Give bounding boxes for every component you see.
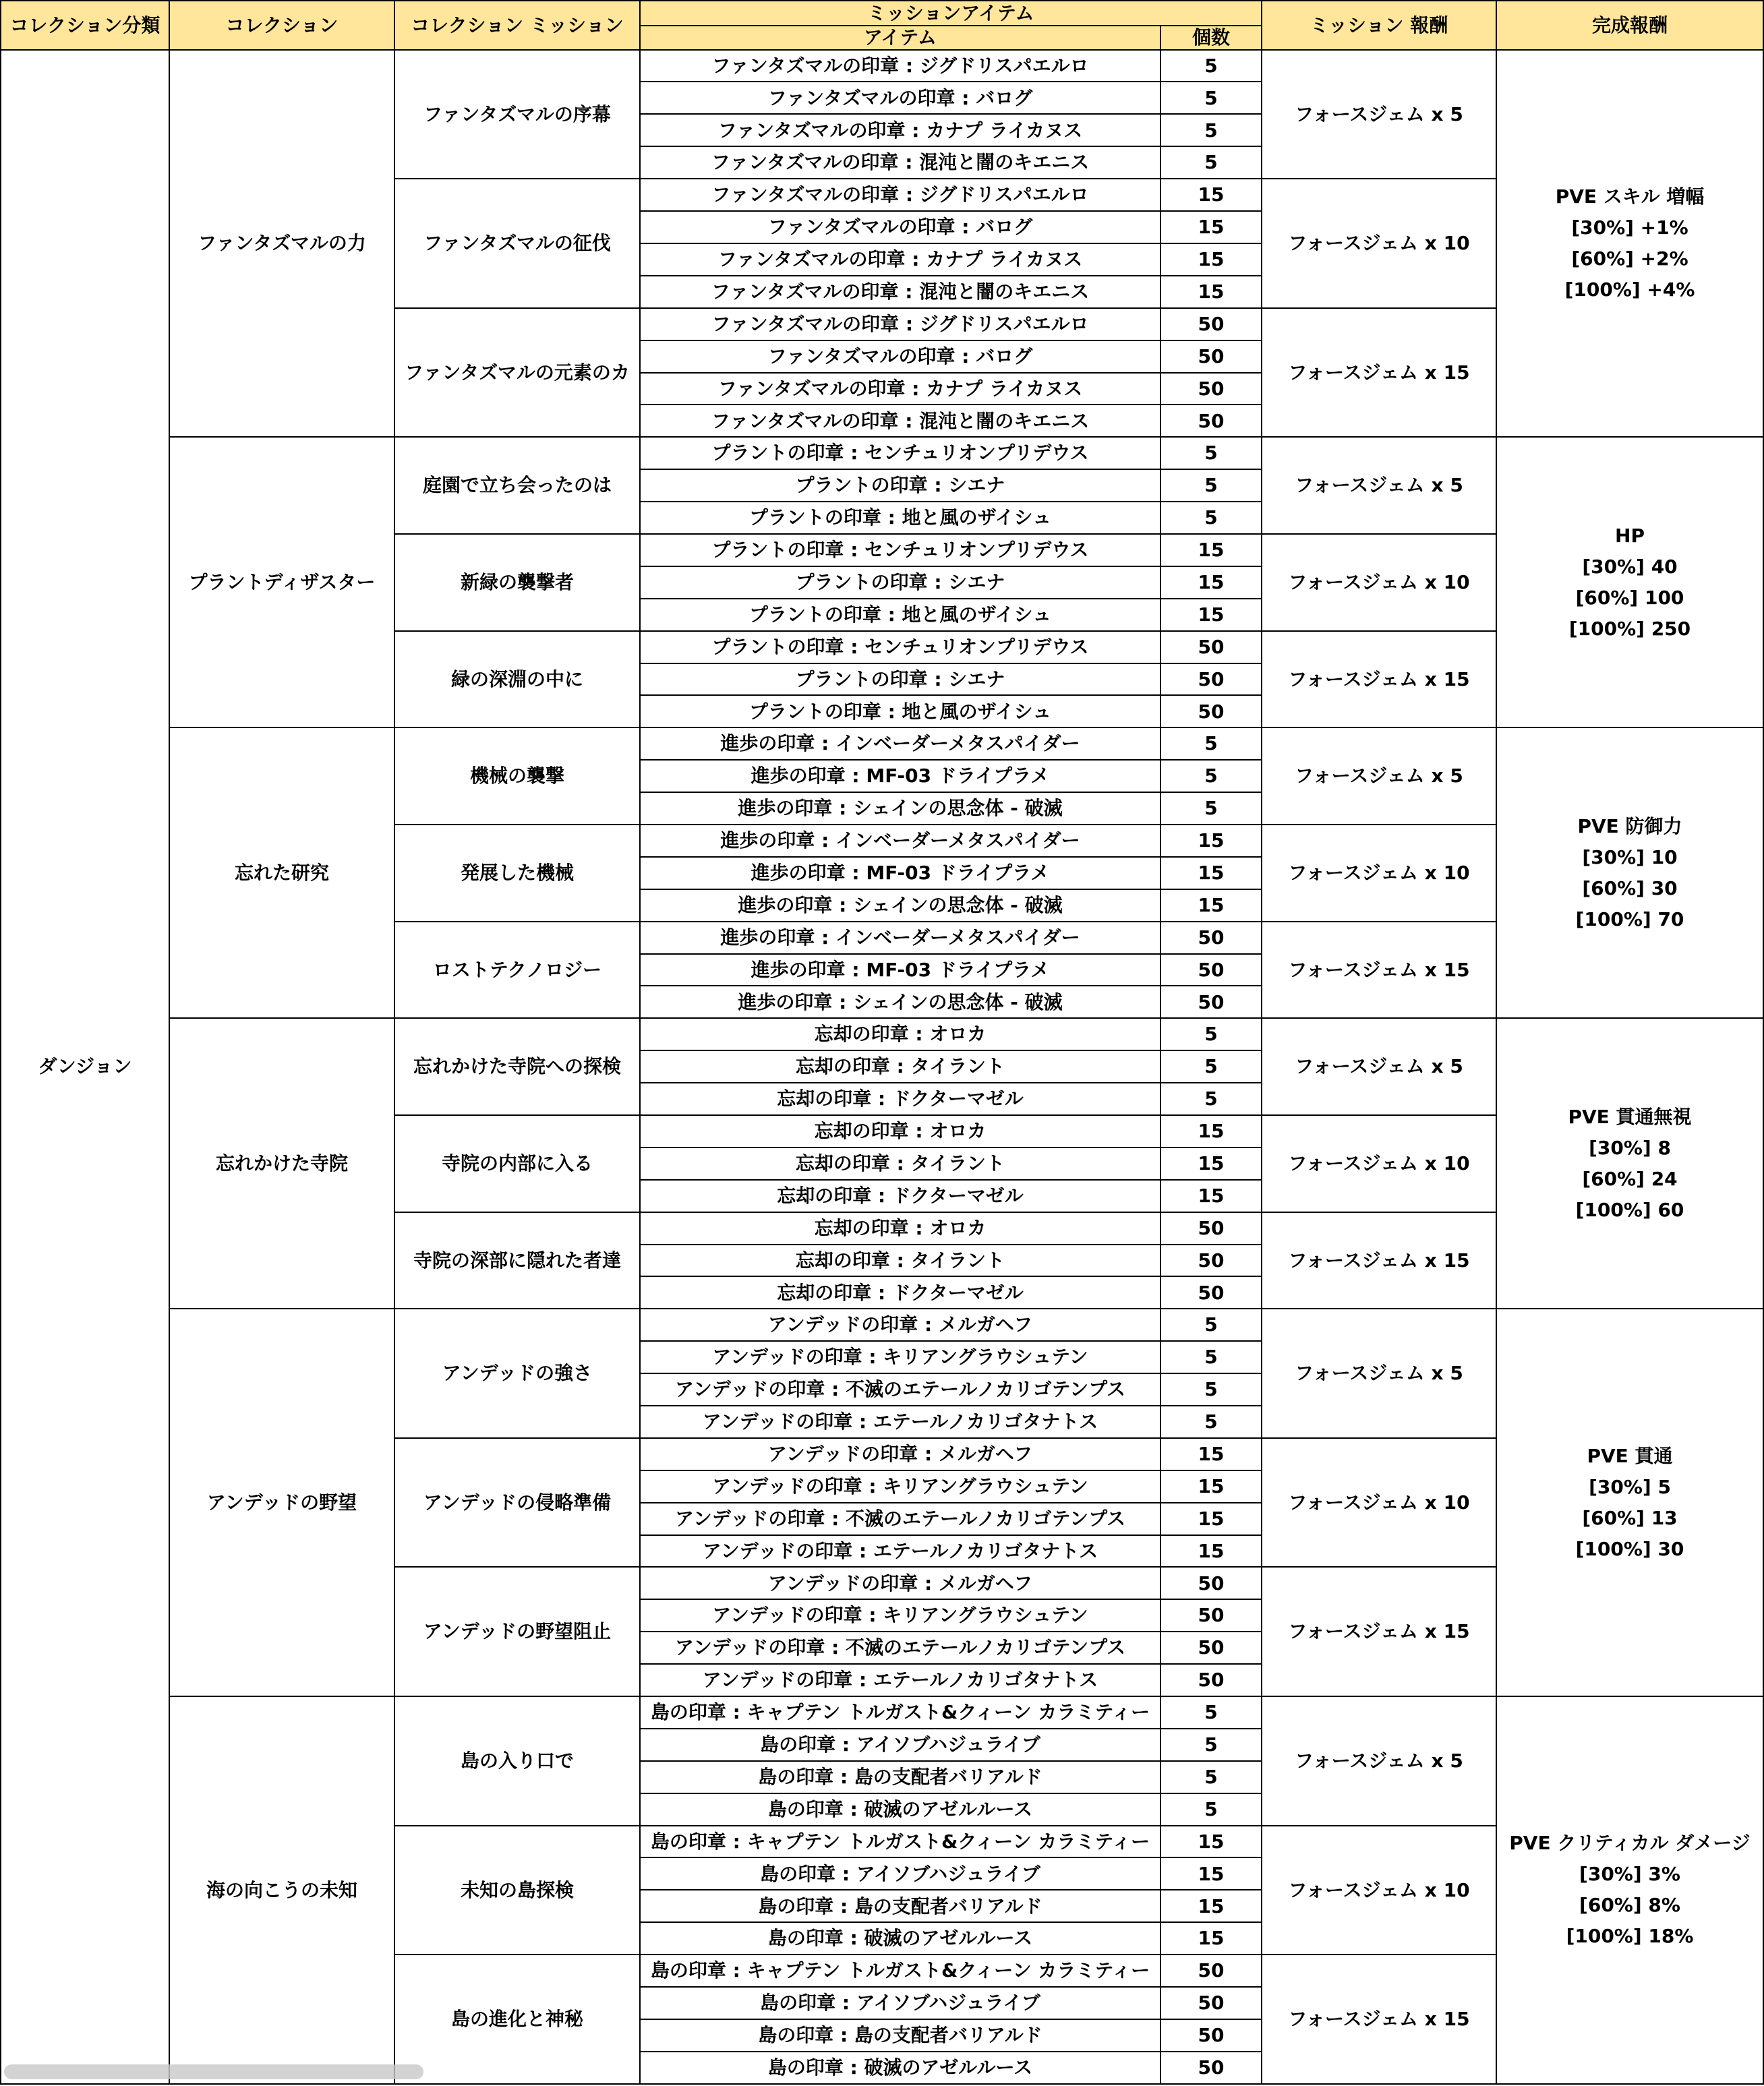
item-cell: ファンタズマルの印章 : バログ	[640, 211, 1160, 243]
mission-reward-cell: フォースジェム x 10	[1262, 1826, 1496, 1955]
item-cell: ファンタズマルの印章 : 混沌と闇のキエニス	[640, 276, 1160, 308]
item-cell: プラントの印章 : 地と風のザイシュ	[640, 502, 1160, 534]
item-cell: 進歩の印章 : MF-03 ドライプラメ	[640, 760, 1160, 792]
item-cell: 忘却の印章 : オロカ	[640, 1018, 1160, 1050]
count-cell: 50	[1160, 308, 1262, 340]
item-cell: 島の印章 : アイソブハジュライブ	[640, 1857, 1160, 1890]
item-cell: 島の印章 : アイソブハジュライブ	[640, 1729, 1160, 1761]
count-cell: 15	[1160, 566, 1262, 599]
mission-reward-cell: フォースジェム x 5	[1262, 1696, 1496, 1826]
count-cell: 15	[1160, 211, 1262, 243]
collection-name-cell: 忘れた研究	[169, 727, 394, 1018]
count-cell: 15	[1160, 1857, 1262, 1890]
count-cell: 50	[1160, 1632, 1262, 1664]
collection-name-cell: 忘れかけた寺院	[169, 1018, 394, 1309]
header-completion-reward: 完成報酬	[1496, 1, 1763, 50]
mission-reward-cell: フォースジェム x 10	[1262, 1438, 1496, 1568]
completion-stat-tier: [30%] 5	[1589, 1475, 1671, 1498]
completion-stat-tier: [100%] 70	[1575, 907, 1684, 930]
item-cell: ファンタズマルの印章 : ジグドリスパエルロ	[640, 50, 1160, 82]
completion-stat-name: PVE 貫通	[1587, 1444, 1673, 1467]
count-cell: 5	[1160, 760, 1262, 792]
completion-stat-name: PVE 防御力	[1577, 814, 1682, 837]
count-cell: 5	[1160, 727, 1262, 760]
mission-name-cell: ロストテクノロジー	[394, 922, 640, 1019]
count-cell: 15	[1160, 825, 1262, 857]
mission-name-cell: アンデッドの野望阻止	[394, 1567, 640, 1696]
item-cell: 忘却の印章 : ドクターマゼル	[640, 1276, 1160, 1309]
count-cell: 5	[1160, 1341, 1262, 1373]
collection-name-cell: プラントディザスター	[169, 437, 394, 727]
mission-name-cell: アンデッドの強さ	[394, 1309, 640, 1438]
item-cell: 島の印章 : キャプテン トルガスト&クィーン カラミティー	[640, 1696, 1160, 1729]
count-cell: 5	[1160, 469, 1262, 502]
mission-name-cell: 機械の襲撃	[394, 727, 640, 825]
count-cell: 50	[1160, 1955, 1262, 1987]
item-cell: アンデッドの印章 : エテールノカリゴタナトス	[640, 1664, 1160, 1696]
completion-reward-cell	[1496, 1018, 1763, 1309]
completion-stat-tier: [30%] 10	[1582, 845, 1678, 868]
item-cell: 忘却の印章 : ドクターマゼル	[640, 1083, 1160, 1115]
completion-stat-tier: [60%] 8%	[1579, 1894, 1680, 1917]
count-cell: 15	[1160, 1470, 1262, 1503]
item-cell: ファンタズマルの印章 : 混沌と闇のキエニス	[640, 405, 1160, 437]
count-cell: 50	[1160, 1987, 1262, 2019]
collection-name-cell: ファンタズマルの力	[169, 50, 394, 438]
item-cell: 進歩の印章 : インベーダーメタスパイダー	[640, 727, 1160, 760]
count-cell: 15	[1160, 179, 1262, 211]
item-cell: ファンタズマルの印章 : バログ	[640, 82, 1160, 114]
collection-name-cell: アンデッドの野望	[169, 1309, 394, 1696]
item-cell: アンデッドの印章 : エテールノカリゴタナトス	[640, 1535, 1160, 1568]
header-mission-reward: ミッション 報酬	[1262, 1, 1496, 50]
mission-name-cell: 寺院の内部に入る	[394, 1115, 640, 1212]
count-cell: 5	[1160, 1373, 1262, 1406]
completion-stat-tier: [100%] 60	[1575, 1198, 1684, 1221]
item-cell: プラントの印章 : 地と風のザイシュ	[640, 599, 1160, 631]
item-cell: 島の印章 : 島の支配者バリアルド	[640, 1761, 1160, 1793]
item-cell: 忘却の印章 : タイラント	[640, 1245, 1160, 1277]
completion-stat-name: HP	[1615, 524, 1645, 547]
mission-reward-cell: フォースジェム x 5	[1262, 1309, 1496, 1438]
count-cell: 5	[1160, 1729, 1262, 1761]
mission-reward-cell: フォースジェム x 10	[1262, 179, 1496, 308]
item-cell: ファンタズマルの印章 : ジグドリスパエルロ	[640, 308, 1160, 340]
mission-reward-cell: フォースジェム x 15	[1262, 922, 1496, 1019]
item-cell: アンデッドの印章 : エテールノカリゴタナトス	[640, 1406, 1160, 1438]
mission-name-cell: ファンタズマルの征伐	[394, 179, 640, 308]
completion-reward-cell	[1496, 1696, 1763, 2084]
mission-name-cell: 忘れかけた寺院への探検	[394, 1018, 640, 1115]
collection-name-cell: 海の向こうの未知	[169, 1696, 394, 2084]
count-cell: 15	[1160, 1922, 1262, 1955]
category-cell: ダンジョン	[1, 50, 169, 2084]
item-cell: アンデッドの印章 : キリアングラウシュテン	[640, 1341, 1160, 1373]
mission-reward-cell: フォースジェム x 5	[1262, 437, 1496, 534]
item-cell: アンデッドの印章 : 不滅のエテールノカリゴテンプス	[640, 1503, 1160, 1535]
count-cell: 50	[1160, 663, 1262, 696]
item-cell: アンデッドの印章 : 不滅のエテールノカリゴテンプス	[640, 1373, 1160, 1406]
count-cell: 5	[1160, 50, 1262, 82]
mission-reward-cell: フォースジェム x 10	[1262, 1115, 1496, 1212]
mission-reward-cell: フォースジェム x 5	[1262, 50, 1496, 179]
mission-name-cell: 島の進化と神秘	[394, 1955, 640, 2084]
mission-name-cell: 新緑の襲撃者	[394, 534, 640, 631]
completion-stat-tier: [30%] +1%	[1571, 216, 1688, 239]
mission-reward-cell: フォースジェム x 15	[1262, 631, 1496, 728]
count-cell: 15	[1160, 276, 1262, 308]
count-cell: 15	[1160, 1148, 1262, 1180]
mission-reward-cell: フォースジェム x 15	[1262, 308, 1496, 438]
table-row	[1, 1309, 1763, 1341]
count-cell: 50	[1160, 1245, 1262, 1277]
item-cell: 進歩の印章 : シェインの思念体 - 破滅	[640, 986, 1160, 1018]
mission-name-cell: アンデッドの侵略準備	[394, 1438, 640, 1568]
item-cell: アンデッドの印章 : メルガヘフ	[640, 1438, 1160, 1470]
count-cell: 50	[1160, 2019, 1262, 2052]
count-cell: 5	[1160, 1309, 1262, 1341]
table-body	[1, 50, 1763, 2084]
mission-name-cell: 寺院の深部に隠れた者達	[394, 1212, 640, 1309]
count-cell: 15	[1160, 889, 1262, 922]
completion-stat-tier: [60%] 13	[1582, 1506, 1678, 1529]
item-cell: 島の印章 : 島の支配者バリアルド	[640, 2019, 1160, 2052]
item-cell: プラントの印章 : シエナ	[640, 469, 1160, 502]
header-mission-items: ミッションアイテム	[640, 1, 1262, 26]
item-cell: ファンタズマルの印章 : カナプ ライカヌス	[640, 243, 1160, 276]
table-header	[1, 1, 1763, 50]
item-cell: 島の印章 : 破滅のアゼルルース	[640, 2052, 1160, 2084]
item-cell: プラントの印章 : シエナ	[640, 663, 1160, 696]
item-cell: ファンタズマルの印章 : バログ	[640, 340, 1160, 373]
count-cell: 5	[1160, 437, 1262, 469]
mission-reward-cell: フォースジェム x 10	[1262, 825, 1496, 922]
count-cell: 5	[1160, 1793, 1262, 1826]
mission-reward-cell: フォースジェム x 15	[1262, 1567, 1496, 1696]
count-cell: 50	[1160, 373, 1262, 405]
count-cell: 15	[1160, 1826, 1262, 1858]
header-count: 個数	[1160, 26, 1262, 50]
item-cell: プラントの印章 : 地と風のザイシュ	[640, 695, 1160, 727]
item-cell: プラントの印章 : シエナ	[640, 566, 1160, 599]
completion-stat-tier: [60%] 100	[1575, 586, 1684, 609]
completion-stat-tier: [100%] 18%	[1566, 1925, 1694, 1948]
completion-stat-tier: [60%] 30	[1582, 876, 1678, 899]
count-cell: 5	[1160, 114, 1262, 146]
table-row	[1, 727, 1763, 760]
item-cell: アンデッドの印章 : 不滅のエテールノカリゴテンプス	[640, 1632, 1160, 1664]
count-cell: 50	[1160, 340, 1262, 373]
count-cell: 50	[1160, 1664, 1262, 1696]
item-cell: アンデッドの印章 : メルガヘフ	[640, 1567, 1160, 1599]
item-cell: 進歩の印章 : インベーダーメタスパイダー	[640, 825, 1160, 857]
count-cell: 5	[1160, 1083, 1262, 1115]
item-cell: 忘却の印章 : タイラント	[640, 1148, 1160, 1180]
count-cell: 15	[1160, 1503, 1262, 1535]
mission-reward-cell: フォースジェム x 5	[1262, 727, 1496, 825]
item-cell: 島の印章 : アイソブハジュライブ	[640, 1987, 1160, 2019]
count-cell: 50	[1160, 922, 1262, 954]
count-cell: 50	[1160, 1212, 1262, 1245]
item-cell: 島の印章 : 島の支配者バリアルド	[640, 1890, 1160, 1922]
completion-stat-tier: [60%] +2%	[1571, 247, 1688, 270]
header-mission: コレクション ミッション	[394, 1, 640, 50]
table-row	[1, 1696, 1763, 1729]
count-cell: 15	[1160, 1180, 1262, 1212]
item-cell: 忘却の印章 : オロカ	[640, 1115, 1160, 1148]
count-cell: 15	[1160, 1535, 1262, 1568]
item-cell: 進歩の印章 : シェインの思念体 - 破滅	[640, 792, 1160, 825]
item-cell: アンデッドの印章 : メルガヘフ	[640, 1309, 1160, 1341]
item-cell: アンデッドの印章 : キリアングラウシュテン	[640, 1470, 1160, 1503]
count-cell: 15	[1160, 243, 1262, 276]
completion-stat-tier: [100%] 250	[1568, 617, 1691, 640]
mission-name-cell: 島の入り口で	[394, 1696, 640, 1826]
item-cell: 忘却の印章 : タイラント	[640, 1050, 1160, 1083]
completion-stat-tier: [100%] 30	[1575, 1537, 1684, 1560]
completion-reward-cell	[1496, 727, 1763, 1018]
count-cell: 5	[1160, 1018, 1262, 1050]
count-cell: 5	[1160, 792, 1262, 825]
count-cell: 15	[1160, 1890, 1262, 1922]
count-cell: 15	[1160, 534, 1262, 566]
item-cell: 忘却の印章 : オロカ	[640, 1212, 1160, 1245]
mission-name-cell: 庭園で立ち会ったのは	[394, 437, 640, 534]
completion-stat-name: PVE クリティカル ダメージ	[1509, 1832, 1751, 1855]
completion-stat-tier: [30%] 8	[1589, 1136, 1671, 1159]
completion-stat-tier: [30%] 3%	[1579, 1863, 1680, 1886]
mission-name-cell: 未知の島探検	[394, 1826, 640, 1955]
completion-stat-name: PVE 貫通無視	[1568, 1105, 1692, 1128]
count-cell: 5	[1160, 1761, 1262, 1793]
count-cell: 50	[1160, 1567, 1262, 1599]
table-row	[1, 50, 1763, 82]
completion-stat-tier: [60%] 24	[1582, 1167, 1678, 1190]
item-cell: 島の印章 : キャプテン トルガスト&クィーン カラミティー	[640, 1955, 1160, 1987]
mission-reward-cell: フォースジェム x 15	[1262, 1955, 1496, 2084]
count-cell: 50	[1160, 2052, 1262, 2084]
mission-name-cell: 緑の深淵の中に	[394, 631, 640, 728]
count-cell: 5	[1160, 1050, 1262, 1083]
item-cell: ファンタズマルの印章 : カナプ ライカヌス	[640, 114, 1160, 146]
mission-name-cell: 発展した機械	[394, 825, 640, 922]
count-cell: 15	[1160, 857, 1262, 889]
item-cell: 進歩の印章 : インベーダーメタスパイダー	[640, 922, 1160, 954]
item-cell: ファンタズマルの印章 : 混沌と闇のキエニス	[640, 146, 1160, 179]
mission-reward-cell: フォースジェム x 5	[1262, 1018, 1496, 1115]
item-cell: プラントの印章 : センチュリオンプリデウス	[640, 631, 1160, 663]
count-cell: 50	[1160, 631, 1262, 663]
count-cell: 50	[1160, 954, 1262, 986]
mission-reward-cell: フォースジェム x 15	[1262, 1212, 1496, 1309]
completion-stat-tier: [100%] +4%	[1564, 278, 1695, 301]
item-cell: プラントの印章 : センチュリオンプリデウス	[640, 534, 1160, 566]
completion-reward-cell	[1496, 437, 1763, 727]
table-row	[1, 1018, 1763, 1050]
count-cell: 50	[1160, 986, 1262, 1018]
count-cell: 5	[1160, 146, 1262, 179]
item-cell: 進歩の印章 : MF-03 ドライプラメ	[640, 857, 1160, 889]
count-cell: 15	[1160, 599, 1262, 631]
count-cell: 50	[1160, 405, 1262, 437]
item-cell: ファンタズマルの印章 : ジグドリスパエルロ	[640, 179, 1160, 211]
count-cell: 15	[1160, 1115, 1262, 1148]
count-cell: 5	[1160, 502, 1262, 534]
item-cell: 進歩の印章 : MF-03 ドライプラメ	[640, 954, 1160, 986]
count-cell: 50	[1160, 1276, 1262, 1309]
item-cell: ファンタズマルの印章 : カナプ ライカヌス	[640, 373, 1160, 405]
item-cell: プラントの印章 : センチュリオンプリデウス	[640, 437, 1160, 469]
header-item: アイテム	[640, 26, 1160, 50]
mission-reward-cell: フォースジェム x 10	[1262, 534, 1496, 631]
mission-name-cell: ファンタズマルの元素のカ	[394, 308, 640, 438]
count-cell: 50	[1160, 695, 1262, 727]
count-cell: 50	[1160, 1599, 1262, 1632]
item-cell: 島の印章 : 破滅のアゼルルース	[640, 1793, 1160, 1826]
item-cell: アンデッドの印章 : キリアングラウシュテン	[640, 1599, 1160, 1632]
table-row	[1, 437, 1763, 469]
count-cell: 15	[1160, 1438, 1262, 1470]
count-cell: 5	[1160, 82, 1262, 114]
completion-reward-cell	[1496, 50, 1763, 438]
completion-reward-cell	[1496, 1309, 1763, 1696]
header-collection: コレクション	[169, 1, 394, 50]
completion-stat-name: PVE スキル 増幅	[1555, 185, 1705, 208]
item-cell: 島の印章 : 破滅のアゼルルース	[640, 1922, 1160, 1955]
horizontal-scrollbar[interactable]	[4, 2064, 423, 2079]
count-cell: 5	[1160, 1406, 1262, 1438]
item-cell: 進歩の印章 : シェインの思念体 - 破滅	[640, 889, 1160, 922]
item-cell: 忘却の印章 : ドクターマゼル	[640, 1180, 1160, 1212]
completion-stat-tier: [30%] 40	[1582, 555, 1678, 578]
mission-name-cell: ファンタズマルの序幕	[394, 50, 640, 179]
item-cell: 島の印章 : キャプテン トルガスト&クィーン カラミティー	[640, 1826, 1160, 1858]
header-category: コレクション分類	[1, 1, 169, 50]
count-cell: 5	[1160, 1696, 1262, 1729]
